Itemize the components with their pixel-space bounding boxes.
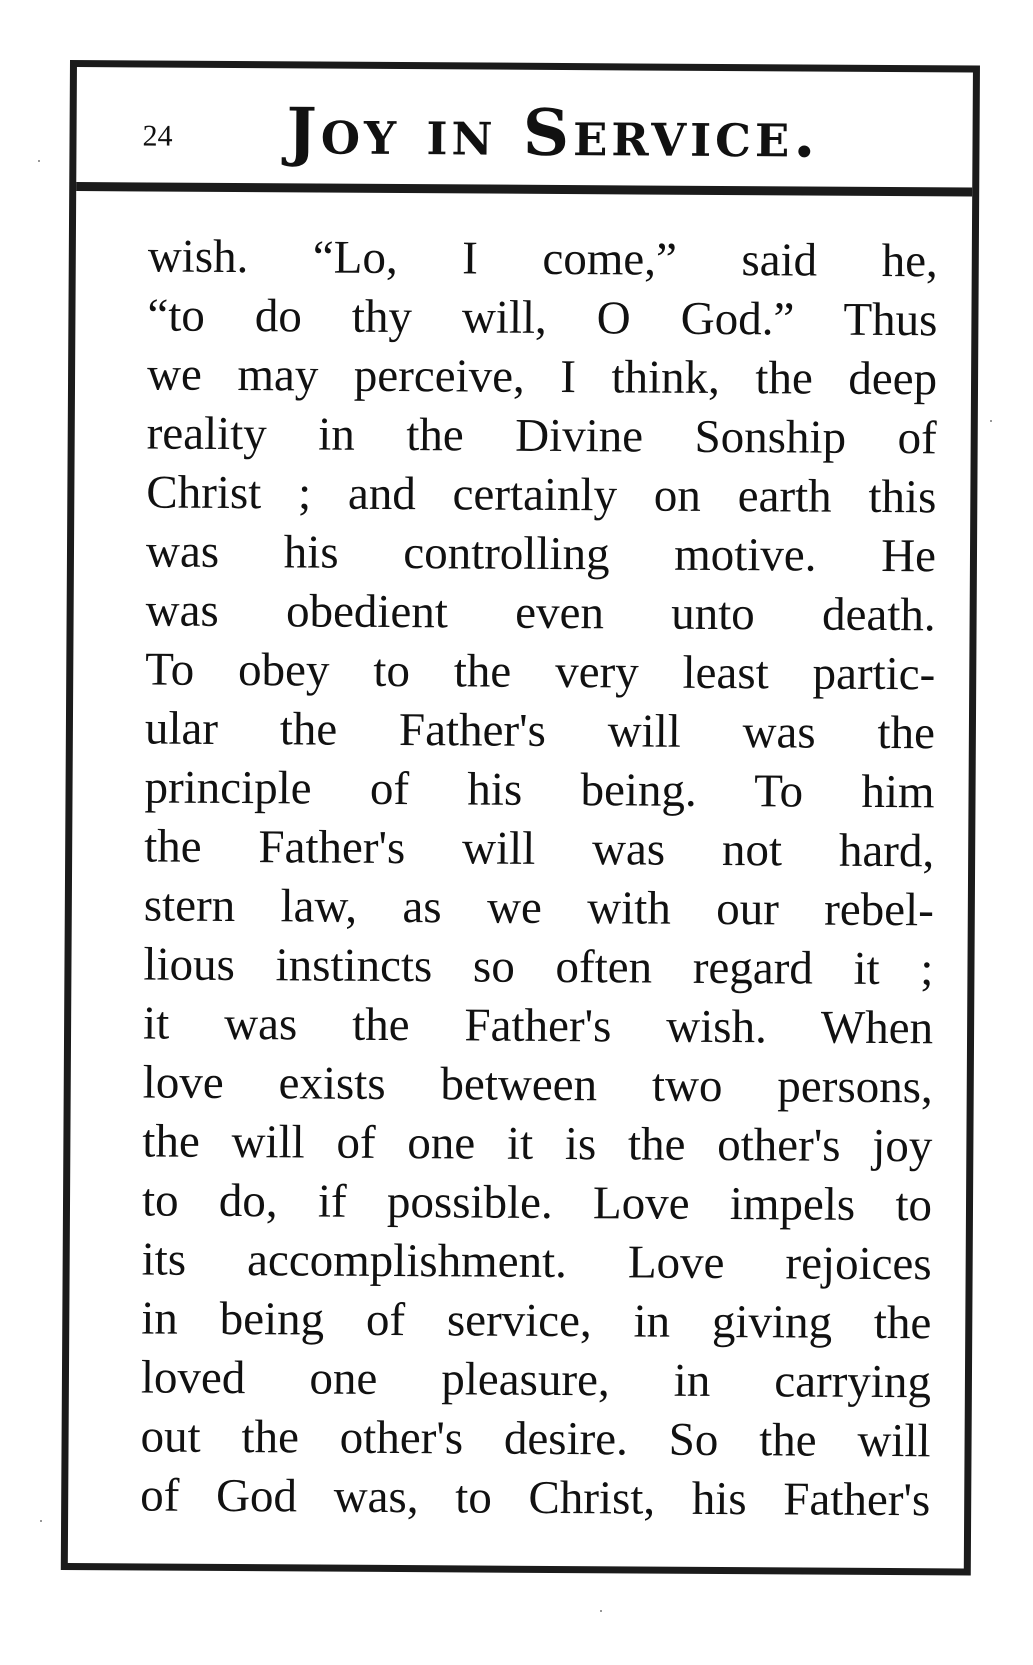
paper-speck: [38, 160, 40, 162]
body-text: [140, 227, 938, 1530]
text-line: its accomplishment. Love rejoices: [141, 1233, 932, 1291]
text-line: Christ ; and certainly on earth this: [146, 466, 937, 524]
paper-speck: [990, 420, 992, 422]
text-line: wish. “Lo, I come,” said he,: [147, 230, 938, 288]
text-line: it was the Father's wish. When: [142, 997, 934, 1055]
text-line: love exists between two persons,: [142, 1056, 933, 1114]
paper-speck: [600, 1610, 602, 1612]
text-line: To obey to the very least partic-: [145, 643, 936, 701]
text-line: in being of service, in giving the: [141, 1292, 932, 1350]
text-line: was obedient even unto death.: [145, 584, 936, 642]
text-line: ular the Father's will was the: [144, 702, 936, 760]
running-header: [76, 67, 973, 196]
text-line: stern law, as we with our rebel-: [143, 879, 934, 937]
running-title: Joy in Service.: [286, 94, 820, 173]
text-line: out the other's desire. So the will: [140, 1410, 931, 1468]
text-line: loved one pleasure, in carrying: [140, 1351, 932, 1409]
text-line: the will of one it is the other's joy: [142, 1115, 933, 1173]
page-border: [61, 60, 980, 1576]
paper-speck: [40, 1520, 42, 1522]
text-line: lious instincts so often regard it ;: [143, 938, 934, 996]
text-line: we may perceive, I think, the deep: [146, 348, 938, 406]
text-line: principle of his being. To him: [144, 761, 935, 819]
page-number: 24: [142, 119, 173, 153]
text-line: to do, if possible. Love impels to: [141, 1174, 933, 1232]
text-line: of God was, to Christ, his Father's: [140, 1469, 931, 1527]
text-line: reality in the Divine Sonship of: [146, 407, 937, 465]
text-line: “to do thy will, O God.” Thus: [147, 289, 938, 347]
text-line: the Father's will was not hard,: [144, 820, 935, 878]
text-line: was his controlling motive. He: [145, 525, 937, 583]
